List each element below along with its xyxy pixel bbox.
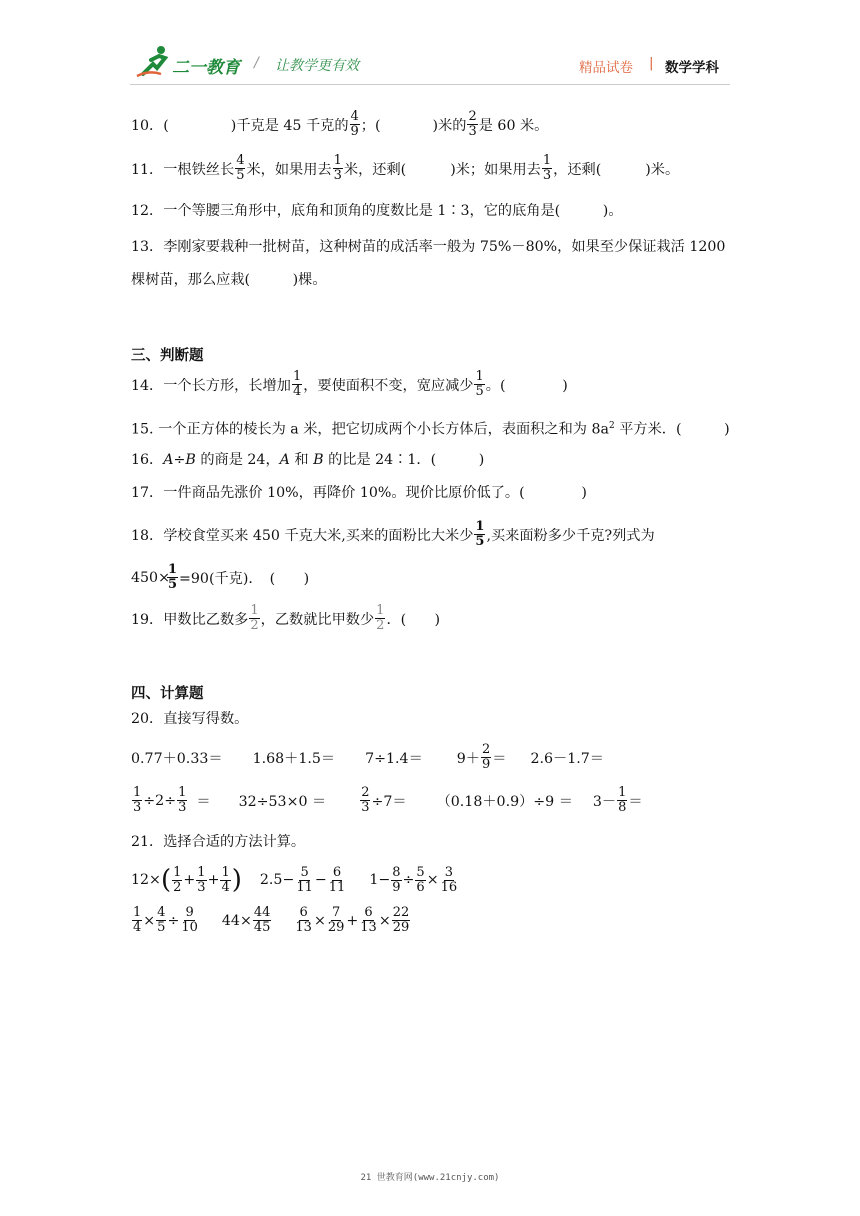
header-slash: /	[254, 55, 259, 71]
fraction: $\frac{1}{4}$	[221, 864, 230, 895]
question-12: 12．一个等腰三角形中，底角和顶角的度数比是 1∶3，它的底角是( )。	[131, 203, 623, 219]
operator: ÷	[167, 912, 180, 929]
question-10	[131, 110, 548, 139]
calc-item: 0.77＋0.33＝	[131, 750, 223, 767]
q16-part-b: 的商是 24，	[195, 452, 280, 468]
question-17: 17．一件商品先涨价 10%，再降价 10%。现价比原价低了。( )	[131, 485, 587, 501]
q19-part-c: ．( )	[386, 611, 441, 628]
fraction: $\frac{1}{2}$	[250, 603, 259, 633]
q10-part-d: )米的	[432, 117, 467, 134]
fraction: $\frac{1}{4}$	[292, 369, 302, 399]
left-paren: (	[160, 865, 172, 895]
q15-part-b: 平方米．( )	[614, 421, 730, 438]
q20-row-1	[131, 743, 604, 772]
fraction: $\frac{1}{8}$	[618, 785, 627, 815]
q14-part-a: 14．一个长方形，长增加	[131, 377, 291, 394]
question-19	[131, 604, 440, 633]
operator: ×	[313, 912, 326, 929]
page-footer: 21 世教育网(www.21cnjy.com)	[360, 1173, 500, 1183]
var-a: A	[279, 452, 290, 468]
q16-number: 16．	[131, 452, 164, 468]
q10-part-e: 是 60 米。	[478, 117, 549, 134]
q18-part-b: ,买来面粉多少千克?列式为	[486, 527, 655, 544]
fraction: $\frac{1}{3}$	[333, 153, 342, 183]
fraction: $\frac{7}{29}$	[327, 905, 345, 935]
question-18-line-1	[131, 520, 655, 549]
fraction: $\frac{1}{3}$	[133, 785, 142, 815]
fraction: $\frac{22}{29}$	[392, 905, 410, 935]
operator: ÷	[402, 872, 415, 888]
fraction: $\frac{1}{3}$	[178, 785, 187, 815]
fraction: $\frac{44}{45}$	[253, 905, 271, 935]
operator: +	[183, 872, 196, 888]
q18-part-c: 450×	[131, 569, 170, 586]
q16-part-c: 和	[289, 452, 314, 468]
question-21-title: 21．选择合适的方法计算。	[131, 834, 306, 850]
header-label: 精品试卷	[579, 60, 633, 76]
header-subject: 数学学科	[665, 60, 719, 76]
fraction: $\frac{5}{11}$	[296, 864, 313, 895]
q14-part-b: ，要使面积不变，宽应减少	[303, 377, 474, 394]
q18-part-a: 18．学校食堂买来 450 千克大米,买来的面粉比大米少	[131, 527, 474, 544]
calc-item: ＝	[196, 793, 211, 810]
calc-item: ＝	[628, 793, 643, 810]
header	[130, 40, 730, 86]
calc-item: 1−	[369, 872, 391, 888]
question-11	[131, 154, 679, 183]
q14-part-c: 。( )	[485, 377, 568, 394]
header-slogan: 让教学更有效	[275, 58, 359, 74]
fraction: $\frac{2}{3}$	[361, 785, 370, 815]
calc-item: ÷2÷	[143, 792, 177, 809]
q19-part-b: ，乙数就比甲数少	[260, 611, 375, 628]
calc-item: 32÷53×0 ＝	[238, 793, 327, 810]
q21-row-2	[131, 906, 411, 935]
q15-superscript: 2	[609, 421, 615, 431]
calc-item: 44×	[221, 912, 252, 929]
section-title-calculation: 四、计算题	[131, 686, 204, 702]
q18-part-d: =90(千克)． ( )	[179, 570, 310, 587]
calc-item: （0.18＋0.9）÷9 ＝	[436, 793, 573, 810]
fraction: $\frac{1}{4}$	[133, 905, 142, 935]
fraction: $\frac{6}{13}$	[295, 905, 312, 935]
q11-part-a: 11．一根铁丝长	[131, 161, 235, 178]
calc-item: 9＋	[456, 750, 480, 767]
q15-part-a: 15. 一个正方体的棱长为 a 米，把它切成两个小长方体后，表面积之和为 8a	[131, 421, 609, 438]
header-rule	[130, 84, 730, 85]
calc-item: 12×	[131, 872, 161, 888]
q10-part-a: 10．(	[131, 117, 169, 134]
var-b: B	[185, 452, 196, 468]
fraction: $\frac{1}{3}$	[197, 864, 206, 895]
fraction: $\frac{1}{5}$	[475, 519, 485, 549]
q11-part-f: )米。	[645, 161, 680, 178]
fraction: $\frac{8}{9}$	[392, 864, 401, 895]
operator: +	[346, 912, 359, 929]
fraction: $\frac{9}{10}$	[181, 905, 198, 935]
q21-row-1	[131, 860, 459, 900]
fraction: $\frac{1}{2}$	[173, 864, 182, 895]
logo-text: 二一教育	[172, 58, 240, 78]
fraction: $\frac{1}{3}$	[542, 153, 552, 183]
fraction: $\frac{2}{3}$	[468, 109, 477, 139]
q16-part-d: 的比是 24∶1．( )	[323, 452, 485, 468]
calc-item: 3－	[592, 793, 617, 810]
question-13-line-2: 棵树苗，那么应栽( )棵。	[131, 272, 327, 288]
q11-part-d: )米；如果用去	[450, 161, 541, 178]
operator: ×	[426, 872, 439, 888]
fraction: $\frac{6}{11}$	[328, 864, 346, 895]
q20-row-2	[131, 786, 643, 815]
fraction: $\frac{4}{9}$	[350, 109, 359, 139]
calc-item: ÷7＝	[371, 793, 407, 810]
calc-item: 7÷1.4＝	[365, 750, 423, 767]
operator: −	[314, 872, 327, 888]
right-paren: )	[231, 865, 242, 895]
fraction: $\frac{4}{5}$	[157, 905, 166, 935]
fraction: $\frac{1}{2}$	[376, 603, 385, 633]
fraction: $\frac{1}{5}$	[167, 562, 178, 592]
header-divider: |	[649, 55, 654, 71]
question-14	[131, 370, 568, 399]
calc-item: 2.5−	[259, 872, 295, 888]
q19-part-a: 19．甲数比乙数多	[131, 611, 249, 628]
q10-part-b: )千克是 45 千克的	[230, 117, 349, 134]
calc-item: 1.68＋1.5＝	[252, 750, 336, 767]
calc-item: 2.6－1.7＝	[530, 750, 604, 767]
fraction: $\frac{2}{9}$	[481, 742, 491, 772]
q11-part-b: 米，如果用去	[246, 161, 332, 178]
q11-part-e: ，还剩(	[553, 161, 602, 178]
question-20-title: 20．直接写得数。	[131, 711, 249, 727]
q11-part-c: 米，还剩(	[343, 161, 407, 178]
var-b: B	[313, 452, 324, 468]
question-15	[131, 416, 730, 440]
fraction: $\frac{6}{13}$	[360, 905, 377, 935]
operator: ×	[143, 912, 156, 929]
q16-operator: ÷	[173, 452, 186, 468]
calc-item: ＝	[492, 750, 507, 767]
question-18-line-2	[131, 563, 309, 592]
fraction: $\frac{3}{16}$	[440, 864, 458, 895]
question-16	[131, 450, 484, 470]
fraction: $\frac{5}{6}$	[416, 864, 425, 895]
fraction: $\frac{1}{5}$	[475, 369, 484, 399]
q10-part-c: ；(	[360, 117, 381, 134]
logo-runner-icon	[135, 44, 175, 78]
question-13-line-1: 13．李刚家要栽种一批树苗，这种树苗的成活率一般为 75%－80%，如果至少保证栽活 1200	[131, 239, 726, 255]
operator: ×	[378, 912, 391, 929]
operator: +	[207, 872, 220, 888]
fraction: $\frac{4}{5}$	[236, 153, 245, 183]
section-title-judgement: 三、判断题	[131, 348, 204, 364]
var-a: A	[163, 452, 174, 468]
